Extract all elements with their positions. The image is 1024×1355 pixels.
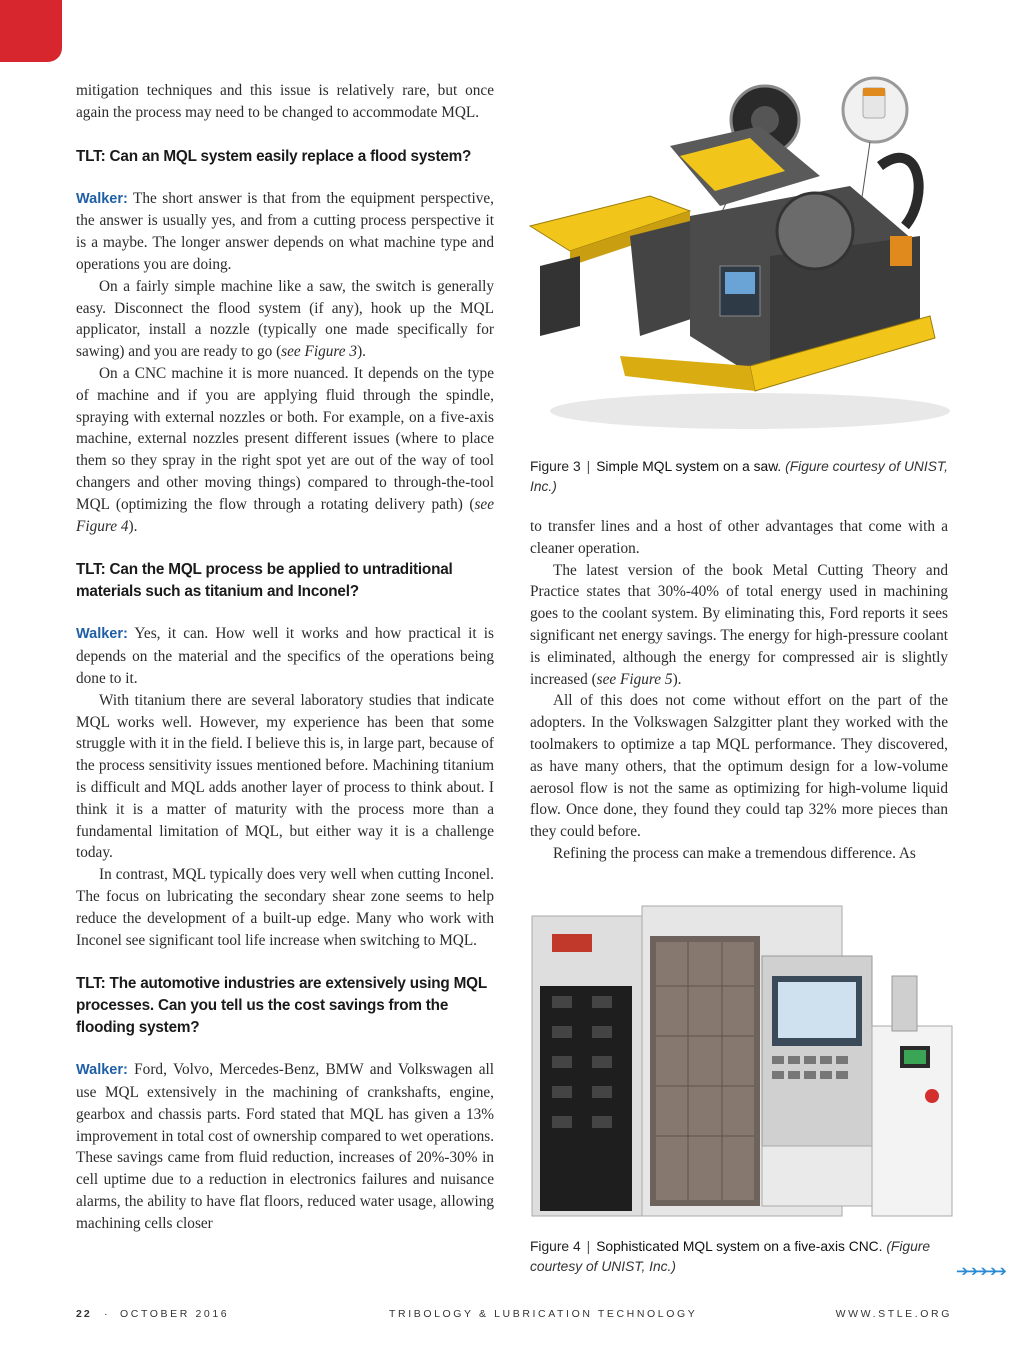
figure-title: Sophisticated MQL system on a five-axis CNC. [596,1239,883,1254]
figure-3-image [520,76,958,446]
figure-credit: (Figure courtesy of UNIST, Inc.) [530,1239,931,1274]
paragraph: In contrast, MQL typically does very well when cutting Inconel. The focus on lubricating the secondary shear zone seems to help reduce the development of a built-up edge. Many who work with Inconel see significant tool life increase when switching to MQL. [76,866,494,949]
cnc-machine-illustration [522,896,958,1222]
figure-label: Figure 3 [530,459,581,474]
corner-tab [0,0,62,62]
figure-4-caption [530,1237,955,1277]
paragraph [76,276,494,363]
paragraph-text: ). [357,343,366,361]
continue-arrows-icon: ➔➔➔➔➔ [956,1262,1004,1280]
speaker-label: Walker: [76,190,128,207]
answer-text: The short answer is that from the equipment perspective, the answer is usually yes, and from a cutting process perspective it is a maybe. The longer answer depends on what machine type and operations you are doing. [76,189,494,273]
speaker-label: Walker: [76,626,128,643]
figure-reference: see Figure 3 [281,343,358,361]
figure-credit: (Figure courtesy of UNIST, Inc.) [530,459,948,494]
paragraph-text: ). [672,670,682,688]
figure-label: Figure 4 [530,1239,581,1254]
paragraph: mitigation techniques and this issue is relatively rare, but once again the process may need to be changed to accommodate MQL. [76,82,494,121]
paragraph-text: On a CNC machine it is more nuanced. It depends on the type of machine and if you are applying fluid through the spindle, spraying with external nozzles or both. For example, on a five-axis machine, external nozzles present different issues (where to place them so they spray in the right spot yet are out of the way of tool changers and other moving things) compared to through-the-tool MQL (optimizing the flow through a rotating delivery path) ( [76,364,494,513]
paragraph-text: On a fairly simple machine like a saw, the switch is generally easy. Disconnect the flood system (if any), hook up the MQL applicator, install a nozzle (typically one made specifically for sawing) and you are ready to go ( [76,277,494,361]
answer-paragraph [76,623,494,689]
answer-text: Ford, Volvo, Mercedes-Benz, BMW and Volkswagen all use MQL extensively in the machining of crankshafts, engine, gearbox and chassis parts. Ford stated that MQL has given a 13% improvement in total cost of ownership compared to wet operations. These savings came from fluid reduction, increases of 20%-30% in cell uptime due to a reduction in electronics failures and nuisance alarms, the ability to have flat floors, reduced water usage, allowing machining cells closer [76,1061,495,1232]
paragraph: Refining the process can make a tremendous difference. As [553,844,916,862]
answer-paragraph [76,1059,494,1234]
speaker-label: Walker: [76,1062,128,1079]
magazine-title: TRIBOLOGY & LUBRICATION TECHNOLOGY [389,1308,698,1320]
figure-4-image [522,896,958,1222]
saw-machine-illustration [520,76,958,446]
answer-paragraph [76,188,494,276]
caption-divider: | [586,1239,591,1254]
figure-3-caption [530,457,960,497]
paragraph: to transfer lines and a host of other advantages that come with a cleaner operation. [530,518,948,557]
answer-text: Yes, it can. How well it works and how practical it is depends on the material and the specifics of the operations being done to it. [76,625,494,687]
paragraph-text: ). [128,517,138,535]
figure-reference: see Figure 4 [76,495,494,535]
left-column [76,80,494,1235]
website-url: WWW.STLE.ORG [835,1308,952,1320]
page-footer [76,1308,952,1324]
paragraph [530,560,948,691]
question-heading: TLT: The automotive industries are extensively using MQL processes. Can you tell us the cost savings from the flooding system? [76,975,487,1037]
footer-separator: · [104,1308,111,1320]
question-heading: TLT: Can an MQL system easily replace a flood system? [76,147,472,165]
right-column [530,516,948,865]
question-heading: TLT: Can the MQL process be applied to untraditional materials such as titanium and Inconel? [76,561,453,601]
caption-divider: | [586,459,591,474]
paragraph: With titanium there are several laboratory studies that indicate MQL works well. However, my experience has been that some struggle with it in the field. I believe this is, in large part, because of the process sensitivity issues mentioned before. Machining titanium is difficult and MQL adds another layer of process to think about. I think it is a matter of maturity with the process more than a fundamental limitation of MQL, but either way it is a challenge today. [76,691,494,862]
figure-title: Simple MQL system on a saw. [596,459,782,474]
page-number: 22 [76,1308,92,1320]
paragraph: All of this does not come without effort on the part of the adopters. In the Volkswagen Salzgitter plant they worked with the toolmakers to optimize a tap MQL performance. They discovered, as have many others, that the optimum design for a low-volume aerosol flow is not the same as optimizing for high-volume liquid flow. Once done, they found they could tap 32% more pieces than they could before. [530,692,948,841]
issue-date: OCTOBER 2016 [120,1308,230,1320]
figure-reference: see Figure 5 [596,670,673,688]
paragraph [76,363,494,537]
paragraph-text: The latest version of the book Metal Cutting Theory and Practice states that 30%-40% of total energy used in machining goes to the coolant system. By eliminating this, Ford reports it sees significant net energy savings. The energy for high-pressure coolant is eliminated, although the energy for compressed air is slightly increased ( [530,561,948,688]
